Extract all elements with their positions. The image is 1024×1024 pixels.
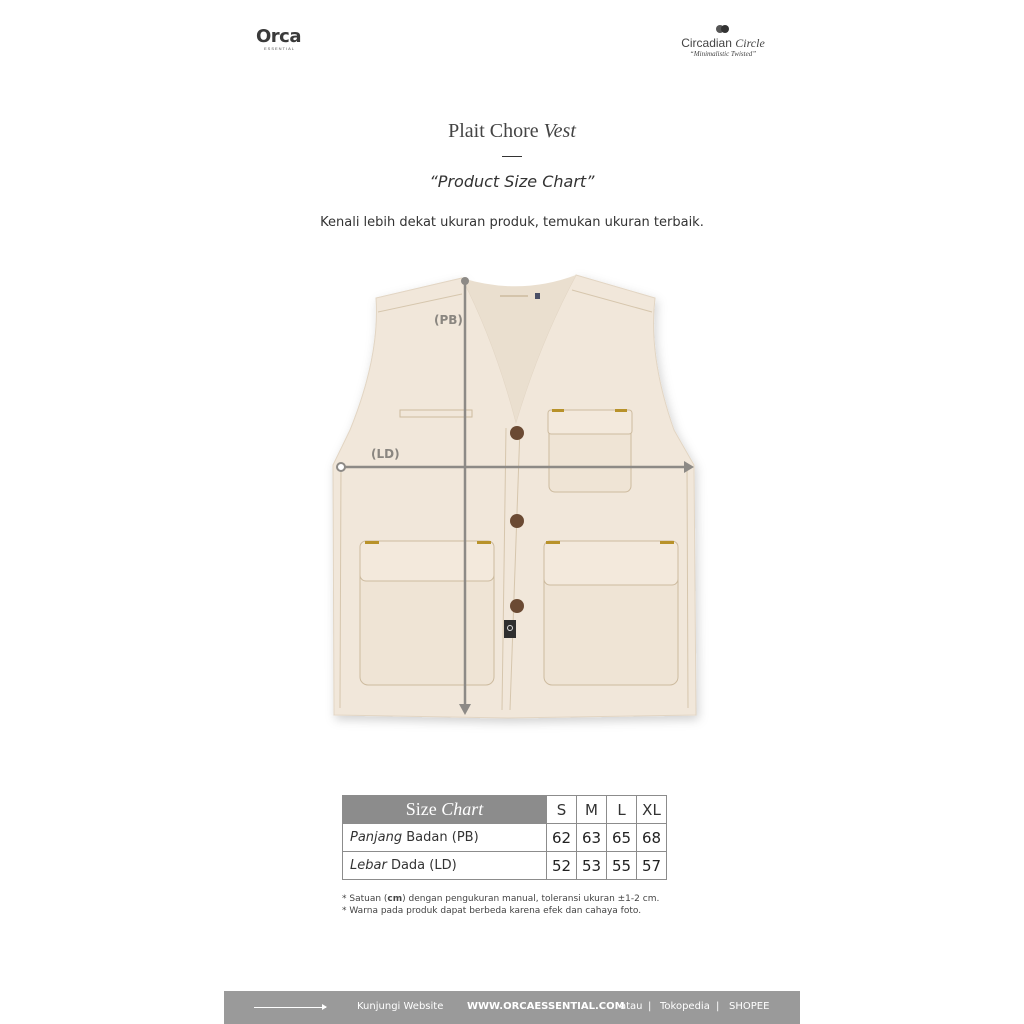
circadian-circle-logo — [668, 24, 778, 68]
table-cell: 57 — [637, 852, 667, 880]
table-cell: 53 — [577, 852, 607, 880]
size-table-title — [343, 796, 547, 824]
orca-essential-logo — [256, 28, 316, 58]
product-title-regular: Plait Chore — [448, 120, 539, 142]
footer-website-link[interactable]: WWW.ORCAESSENTIAL.COM — [467, 1001, 625, 1012]
size-table-title-regular: Size — [405, 799, 437, 819]
row-label-abbr: (PB) — [451, 830, 479, 845]
table-cell: 65 — [607, 824, 637, 852]
size-header-xl: XL — [637, 796, 667, 824]
partner-tagline: “Minimalistic Twisted” — [689, 50, 757, 58]
table-cell: 62 — [547, 824, 577, 852]
vest-diagram — [320, 260, 720, 740]
circle-logo-icon — [714, 24, 732, 34]
lower-right-pocket — [544, 541, 678, 685]
chart-heading: “Product Size Chart” — [429, 172, 595, 191]
table-cell: 52 — [547, 852, 577, 880]
size-header-m: M — [577, 796, 607, 824]
footer-visit-label: Kunjungi Website — [357, 1001, 444, 1012]
orca-logo-subtext: ESSENTIAL — [264, 46, 296, 51]
partner-name-italic: Circle — [735, 36, 765, 50]
label-pb: (PB) — [434, 313, 463, 327]
table-row — [343, 852, 667, 880]
table-cell: 63 — [577, 824, 607, 852]
size-header-s: S — [547, 796, 577, 824]
partner-name — [668, 36, 778, 50]
row-label-abbr: (LD) — [429, 858, 457, 873]
lower-left-pocket — [360, 541, 494, 685]
label-ld: (LD) — [371, 447, 400, 461]
size-table-header-row — [343, 796, 667, 824]
row-label-main: Badan — [406, 830, 448, 845]
footer-tokopedia-link[interactable]: Tokopedia — [660, 1001, 710, 1012]
note-unit-cm: cm — [387, 894, 403, 904]
size-header-l: L — [607, 796, 637, 824]
footer-arrow-line — [254, 1007, 326, 1008]
size-table-title-italic: Chart — [441, 799, 484, 819]
arrow-right-icon — [322, 1004, 327, 1010]
row-label-italic: Panjang — [350, 830, 403, 845]
note-unit — [342, 893, 659, 905]
size-chart-table — [342, 795, 667, 880]
product-title — [0, 120, 1024, 143]
row-label-italic: Lebar — [350, 858, 387, 873]
footer-bar — [224, 991, 800, 1024]
note-unit-suffix: ) dengan pengukuran manual, toleransi ukuran ±1-2 cm. — [402, 894, 660, 904]
orca-logo-word: Orca — [256, 26, 301, 47]
row-label-pb — [343, 824, 547, 852]
subtitle: Kenali lebih dekat ukuran produk, temukan ukuran terbaik. — [320, 215, 704, 230]
chest-pocket — [548, 409, 632, 492]
product-title-italic: Vest — [543, 120, 576, 142]
footer-separator: | — [716, 1001, 720, 1012]
row-label-ld — [343, 852, 547, 880]
note-color: * Warna pada produk dapat berbeda karena efek dan cahaya foto. — [342, 906, 642, 916]
title-divider — [502, 156, 522, 157]
table-row — [343, 824, 667, 852]
row-label-main: Dada — [390, 858, 426, 873]
note-unit-prefix: * Satuan ( — [342, 894, 388, 904]
footer-separator: | — [648, 1001, 652, 1012]
table-cell: 68 — [637, 824, 667, 852]
table-cell: 55 — [607, 852, 637, 880]
brand-tag — [504, 620, 516, 638]
partner-name-regular: Circadian — [681, 36, 732, 50]
footer-or-label: atau — [620, 1001, 643, 1012]
footer-shopee-link[interactable]: SHOPEE — [729, 1001, 770, 1012]
size-notes — [342, 893, 659, 917]
